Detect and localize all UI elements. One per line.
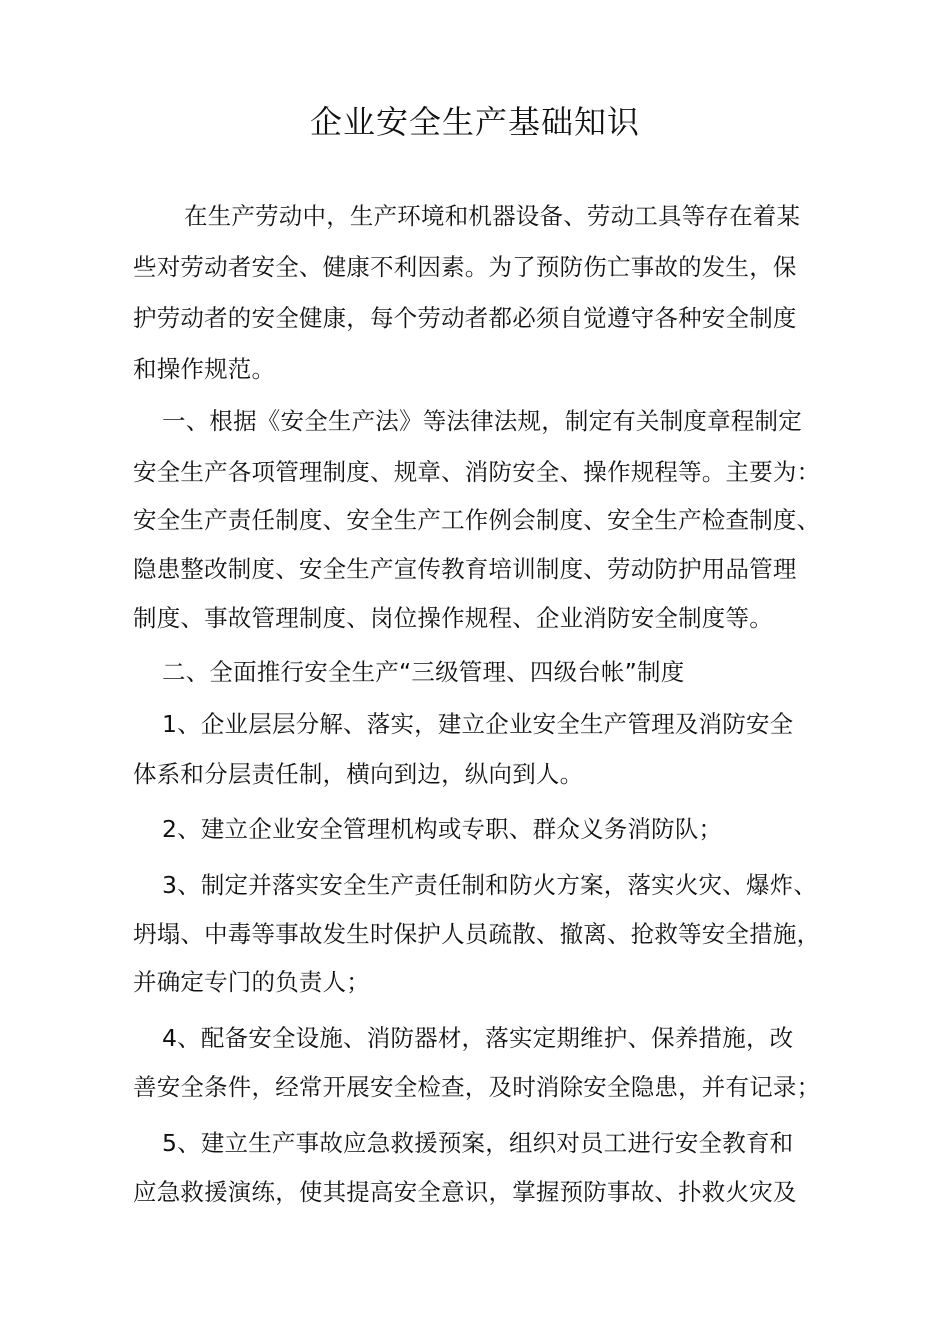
document-title: 企业安全生产基础知识 bbox=[309, 103, 640, 141]
body-line: 些对劳动者安全、健康不利因素。为了预防伤亡事故的发生，保 bbox=[133, 253, 797, 281]
body-line: 制度、事故管理制度、岗位操作规程、企业消防安全制度等。 bbox=[133, 604, 773, 632]
body-line: 护劳动者的安全健康，每个劳动者都必须自觉遵守各种安全制度 bbox=[133, 304, 797, 332]
body-line: 4、配备安全设施、消防器材，落实定期维护、保养措施，改 bbox=[162, 1024, 794, 1052]
body-line: 安全生产各项管理制度、规章、消防安全、操作规程等。主要为： bbox=[133, 458, 821, 486]
body-line: 坍塌、中毒等事故发生时保护人员疏散、撤离、抢救等安全措施， bbox=[133, 920, 821, 948]
body-line: 2、建立企业安全管理机构或专职、群众义务消防队； bbox=[162, 815, 723, 843]
body-line: 并确定专门的负责人； bbox=[133, 968, 370, 996]
body-line: 安全生产责任制度、安全生产工作例会制度、安全生产检查制度、 bbox=[133, 506, 821, 534]
body-line: 5、建立生产事故应急救援预案，组织对员工进行安全教育和 bbox=[162, 1129, 794, 1157]
body-line: 一、根据《安全生产法》等法律法规，制定有关制度章程制定 bbox=[162, 407, 802, 435]
body-line: 应急救援演练，使其提高安全意识，掌握预防事故、扑救火灾及 bbox=[133, 1178, 797, 1206]
body-line: 二、全面推行安全生产“三级管理、四级台帐”制度 bbox=[162, 658, 685, 686]
body-line: 在生产劳动中，生产环境和机器设备、劳动工具等存在着某 bbox=[184, 202, 801, 230]
body-line: 和操作规范。 bbox=[133, 355, 276, 383]
body-line: 隐患整改制度、安全生产宣传教育培训制度、劳动防护用品管理 bbox=[133, 555, 797, 583]
body-line: 1、企业层层分解、落实，建立企业安全生产管理及消防安全 bbox=[162, 710, 794, 738]
body-line: 3、制定并落实安全生产责任制和防火方案，落实火灾、爆炸、 bbox=[162, 871, 818, 899]
body-line: 体系和分层责任制，横向到边，纵向到人。 bbox=[133, 760, 584, 788]
body-line: 善安全条件，经常开展安全检查，及时消除安全隐患，并有记录； bbox=[133, 1073, 821, 1101]
